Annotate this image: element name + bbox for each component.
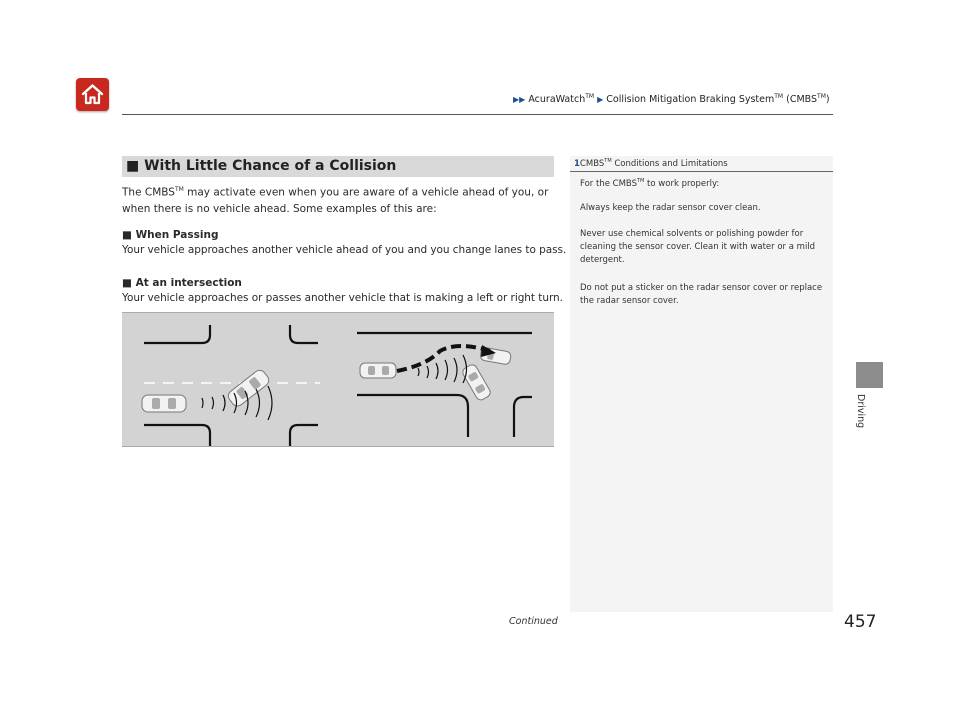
notes-sidebar — [570, 156, 833, 612]
section-heading-bar — [122, 156, 554, 177]
when-passing-text: Your vehicle approaches another vehicle ahead of you and you change lanes to pass. — [122, 244, 567, 256]
breadcrumb-item-acurawatch[interactable]: AcuraWatch™ — [528, 93, 595, 106]
scenario-illustration — [122, 312, 554, 447]
breadcrumb-item-cmbs: Collision Mitigation Braking System™ (CMBS™) — [606, 93, 830, 106]
sidebar-paragraph-2: Never use chemical solvents or polishing powder for cleaning the sensor cover. Clean it with water or a mild detergent. — [580, 229, 816, 265]
breadcrumb — [513, 93, 830, 105]
continued-label: Continued — [509, 616, 558, 627]
home-icon — [80, 82, 105, 107]
page-number: 457 — [844, 612, 877, 632]
turning-vehicle-icon — [461, 363, 492, 402]
home-button[interactable] — [76, 78, 109, 111]
breadcrumb-arrow-icon: ▶▶ — [513, 95, 526, 105]
own-vehicle-icon — [142, 395, 186, 412]
sidebar-paragraph-1: Always keep the radar sensor cover clean. — [580, 203, 761, 213]
own-vehicle-right-icon — [360, 363, 396, 378]
chapter-tab[interactable] — [856, 362, 883, 388]
sidebar-rule — [570, 171, 833, 172]
header-rule — [122, 114, 833, 115]
intersection-text: Your vehicle approaches or passes another vehicle that is making a left or right turn. — [122, 292, 563, 304]
sidebar-heading: 1CMBS™ Conditions and Limitations — [574, 158, 728, 169]
subheading-intersection: ■ At an intersection — [122, 277, 242, 289]
intro-paragraph: The CMBS™ may activate even when you are aware of a vehicle ahead of you, or when there is no vehicle ahead. Some examples of this are: — [122, 186, 549, 215]
chapter-tab-label: Driving — [855, 394, 866, 429]
radar-waves-right-icon — [418, 355, 467, 383]
section-title: ■ With Little Chance of a Collision — [126, 158, 397, 174]
sidebar-intro: For the CMBS™ to work properly: — [580, 178, 720, 189]
breadcrumb-arrow-icon: ▶ — [597, 95, 604, 105]
sidebar-paragraph-3: Do not put a sticker on the radar sensor cover or replace the radar sensor cover. — [580, 283, 823, 306]
subheading-when-passing: ■ When Passing — [122, 229, 219, 241]
road-lines-left — [144, 325, 318, 446]
reference-icon: 1 — [574, 158, 580, 169]
